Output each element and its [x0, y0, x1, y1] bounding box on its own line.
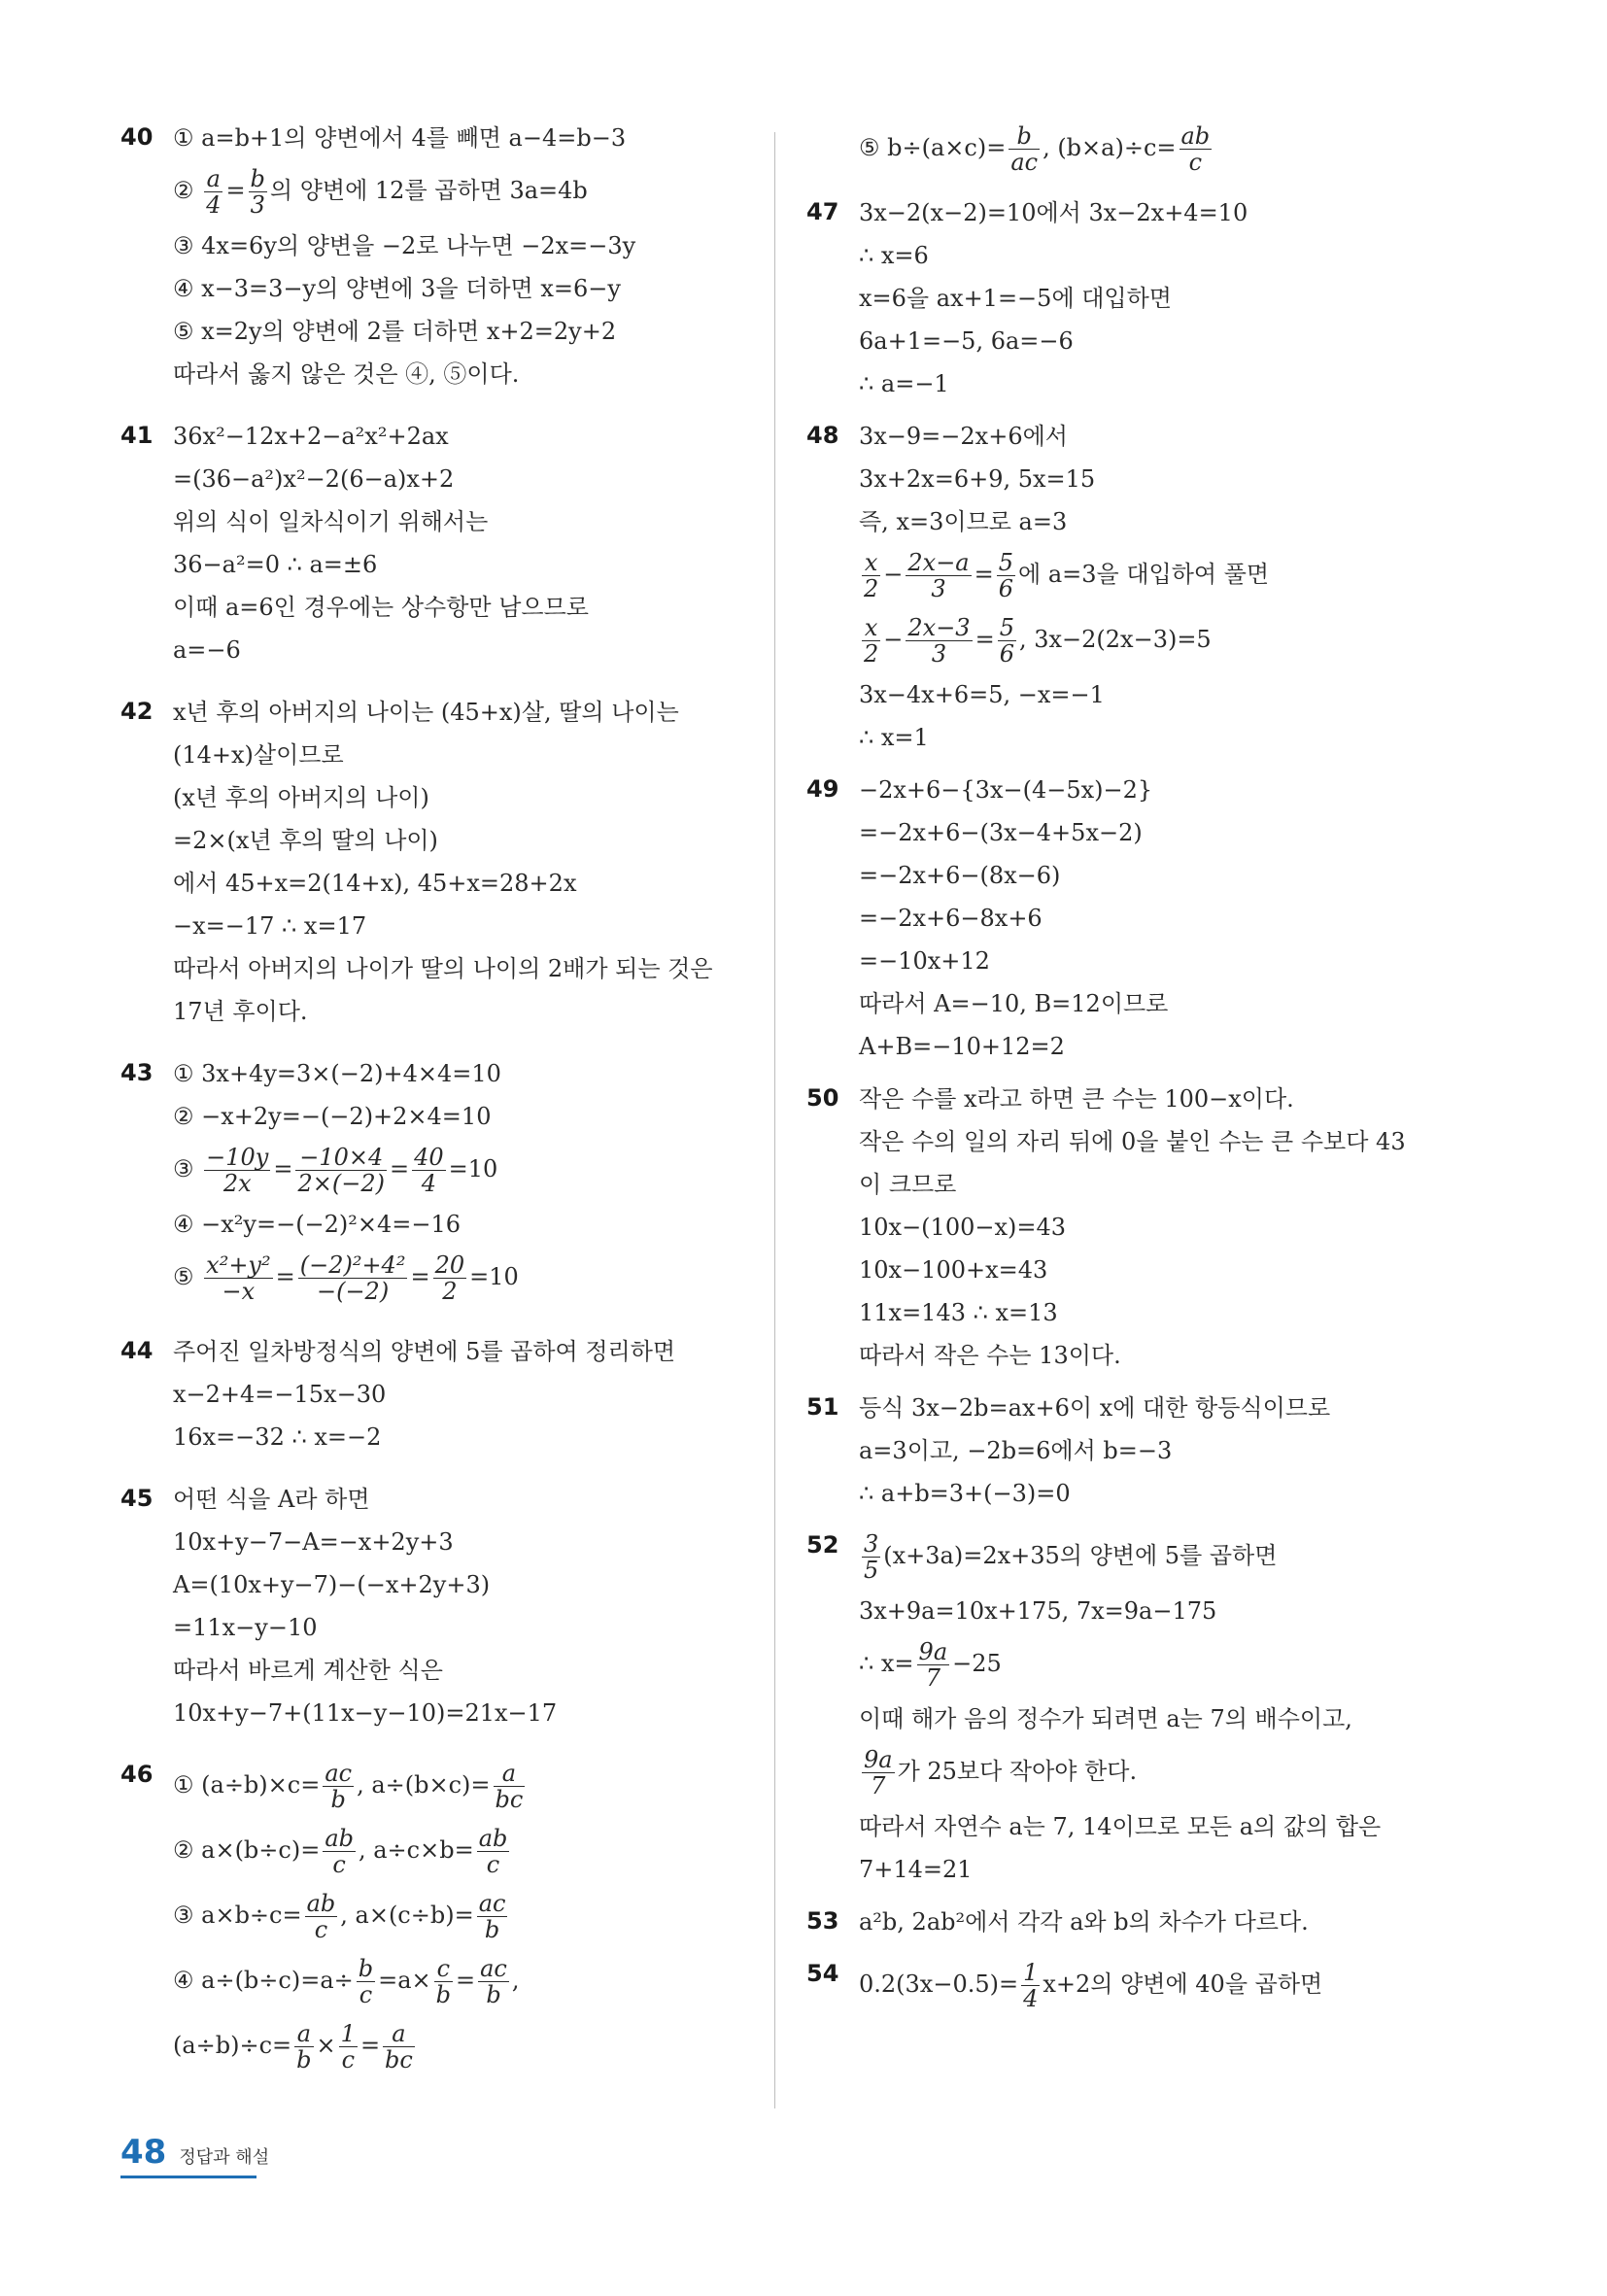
text-run: 0.2(3x−0.5)=	[859, 1970, 1019, 1998]
numerator: (−2)²+4²	[299, 1251, 406, 1279]
fraction	[204, 166, 222, 218]
denominator: c	[314, 1916, 328, 1943]
numerator: b	[250, 165, 265, 192]
fraction	[998, 615, 1016, 667]
solution-line: 6a+1=−5, 6a=−6	[859, 327, 1074, 355]
fraction	[862, 615, 880, 667]
text-run: =	[389, 1155, 410, 1182]
numerator: 2x−3	[907, 614, 971, 641]
solution-line	[859, 1740, 1467, 1805]
denominator: 7	[871, 1772, 886, 1799]
numerator: a	[494, 1761, 526, 1787]
text-run: =	[275, 1263, 295, 1290]
denominator: 4	[421, 1170, 436, 1197]
problem	[120, 415, 742, 671]
solution-line: a=−6	[173, 636, 241, 664]
text-run: ④ a÷(b÷c)=a÷	[173, 1967, 354, 1994]
fraction	[383, 2021, 415, 2073]
solution-line: 따라서 자연수 a는 7, 14이므로 모든 a의 값의 합은	[859, 1813, 1382, 1840]
solution-line: (14+x)살이므로	[173, 741, 344, 769]
solution-line: 10x−100+x=43	[859, 1256, 1048, 1284]
solution-line: 이때 해가 음의 정수가 되려면 a는 7의 배수이고,	[859, 1705, 1352, 1732]
solution-line: 3x+9a=10x+175, 7x=9a−175	[859, 1597, 1217, 1625]
solution-line: A+B=−10+12=2	[859, 1033, 1065, 1060]
solution-line: ④ x−3=3−y의 양변에 3을 더하면 x=6−y	[173, 275, 621, 302]
solution-line: 따라서 바르게 계산한 식은	[173, 1657, 443, 1684]
numerator: c	[434, 1956, 453, 1982]
denominator: 2×(−2)	[297, 1170, 385, 1197]
solution-line: ∴ x=6	[859, 242, 929, 269]
denominator: 2x	[222, 1170, 252, 1197]
numerator: x²+y²	[206, 1251, 271, 1279]
text-run: , 3x−2(2x−3)=5	[1018, 626, 1212, 653]
numerator: a	[204, 166, 222, 192]
problem	[120, 691, 742, 1033]
numerator: 2x−a	[907, 549, 970, 576]
fraction	[862, 1531, 880, 1583]
problem-number: 49	[806, 775, 839, 803]
solution-line: ∴ a+b=3+(−3)=0	[859, 1480, 1071, 1507]
solution-line: 10x+y−7+(11x−y−10)=21x−17	[173, 1699, 558, 1727]
solution-line	[173, 1884, 742, 1949]
solution-line: 따라서 옳지 않은 것은 ④, ⑤이다.	[173, 360, 520, 388]
fraction	[204, 1145, 270, 1196]
solution-line: 즉, x=3이므로 a=3	[859, 508, 1068, 535]
fraction	[477, 1826, 510, 1877]
solution-line: 이 크므로	[859, 1171, 957, 1198]
solution-line	[859, 543, 1467, 608]
solution-line: a=3이고, −2b=6에서 b=−3	[859, 1437, 1173, 1464]
fraction	[1009, 123, 1040, 175]
numerator: x	[862, 550, 880, 576]
solution-line: 36−a²=0 ∴ a=±6	[173, 551, 378, 578]
solution-line: 3x−4x+6=5, −x=−1	[859, 681, 1105, 708]
fraction	[997, 550, 1015, 601]
solution-line: =(36−a²)x²−2(6−a)x+2	[173, 465, 455, 493]
numerator: ab	[306, 1890, 336, 1917]
text-run: , (b×a)÷c=	[1043, 134, 1177, 161]
text-run: =	[456, 1967, 476, 1994]
solution-line: A=(10x+y−7)−(−x+2y+3)	[173, 1571, 491, 1598]
solution-line	[173, 1949, 742, 2014]
solution-line: ① a=b+1의 양변에서 4를 빼면 a−4=b−3	[173, 124, 627, 152]
problem	[806, 1901, 1467, 1943]
text-run: ③	[173, 1155, 202, 1182]
solution-line: ② −x+2y=−(−2)+2×4=10	[173, 1103, 492, 1130]
denominator: −(−2)	[316, 1278, 390, 1305]
solution-line: =11x−y−10	[173, 1614, 318, 1641]
text-run: 의 양변에 12를 곱하면 3a=4b	[269, 177, 588, 204]
solution-line: −x=−17 ∴ x=17	[173, 912, 367, 940]
solution-line: −2x+6−{3x−(4−5x)−2}	[859, 776, 1153, 804]
text-run: ∴ x=	[859, 1650, 914, 1677]
problem-number: 53	[806, 1907, 839, 1935]
solution-line: ① 3x+4y=3×(−2)+4×4=10	[173, 1060, 501, 1087]
solution-line: =−2x+6−(8x−6)	[859, 862, 1061, 889]
fraction	[1180, 123, 1213, 175]
text-run: −25	[952, 1650, 1002, 1677]
denominator: c	[359, 1981, 373, 2008]
problem	[806, 191, 1467, 405]
solution-line: ⑤ x=2y의 양변에 2를 더하면 x+2=2y+2	[173, 318, 617, 345]
solution-line: =−2x+6−8x+6	[859, 905, 1043, 932]
numerator: 9a	[918, 1638, 948, 1665]
solution-line	[859, 117, 1467, 182]
denominator: 2	[442, 1278, 458, 1305]
solution-line: x년 후의 아버지의 나이는 (45+x)살, 딸의 나이는	[173, 699, 679, 726]
denominator: 3	[931, 575, 946, 602]
solution-line	[173, 159, 742, 224]
denominator: 4	[1023, 1985, 1039, 2012]
text-run: (x+3a)=2x+35의 양변에 5를 곱하면	[883, 1542, 1278, 1569]
text-run: =10	[469, 1263, 519, 1290]
text-run: =a×	[378, 1967, 431, 1994]
denominator: b	[486, 1981, 501, 2008]
problem-number: 46	[120, 1761, 154, 1788]
fraction	[862, 550, 880, 601]
solution-line: ∴ a=−1	[859, 370, 949, 397]
denominator: b	[435, 1981, 452, 2008]
fraction	[323, 1761, 354, 1812]
solution-line: x=6을 ax+1=−5에 대입하면	[859, 285, 1172, 312]
denominator: c	[1188, 149, 1203, 176]
text-run: ②	[173, 177, 202, 204]
solution-line	[859, 1632, 1467, 1697]
problem	[806, 415, 1467, 759]
denominator: b	[484, 1916, 500, 1943]
solution-line: 3x+2x=6+9, 5x=15	[859, 465, 1096, 493]
solution-line: =2×(x년 후의 딸의 나이)	[173, 827, 438, 854]
solution-line: 등식 3x−2b=ax+6이 x에 대한 항등식이므로	[859, 1394, 1331, 1422]
numerator: ab	[325, 1825, 354, 1852]
page-footer	[120, 2133, 269, 2172]
solution-line: 10x+y−7−A=−x+2y+3	[173, 1528, 454, 1556]
fraction	[478, 1956, 509, 2007]
text-run: =	[225, 177, 246, 204]
numerator: 1	[1023, 1959, 1039, 1986]
problem-number: 54	[806, 1960, 839, 1987]
denominator: b	[296, 2046, 312, 2073]
fraction	[249, 166, 267, 218]
text-run: ③ a×b÷c=	[173, 1902, 302, 1929]
solution-line: ∴ x=1	[859, 724, 929, 751]
denominator: bc	[385, 2046, 413, 2073]
text-run: =10	[448, 1155, 498, 1182]
solution-line: 작은 수의 일의 자리 뒤에 0을 붙인 수는 큰 수보다 43	[859, 1128, 1406, 1155]
solution-line: ④ −x²y=−(−2)²×4=−16	[173, 1211, 462, 1238]
solution-line	[173, 1819, 742, 1884]
numerator: b	[358, 1955, 374, 1982]
denominator: 3	[931, 640, 947, 668]
solution-line	[173, 1754, 742, 1819]
fraction	[295, 1145, 386, 1196]
problem-number: 43	[120, 1059, 154, 1086]
solution-line: 36x²−12x+2−a²x²+2ax	[173, 423, 449, 450]
fraction	[294, 2021, 313, 2073]
text-run: (a÷b)÷c=	[173, 2032, 292, 2059]
solution-line: 11x=143 ∴ x=13	[859, 1299, 1058, 1326]
numerator: a	[383, 2021, 415, 2047]
denominator: bc	[495, 1786, 524, 1813]
page-number: 48	[120, 2133, 167, 2172]
fraction	[298, 1252, 408, 1304]
solution-line	[859, 1525, 1467, 1590]
numerator: 5	[999, 614, 1014, 641]
solution-line: 주어진 일차방정식의 양변에 5를 곱하여 정리하면	[173, 1338, 676, 1365]
solution-line: 따라서 A=−10, B=12이므로	[859, 990, 1169, 1017]
text-run: =	[974, 561, 994, 588]
denominator: b	[330, 1786, 346, 1813]
solution-line: 16x=−32 ∴ x=−2	[173, 1423, 382, 1451]
problem	[806, 1387, 1467, 1515]
text-run: ,	[511, 1967, 520, 1994]
text-run: =	[359, 2032, 381, 2059]
fraction	[434, 1956, 453, 2007]
numerator: 9a	[864, 1746, 893, 1773]
problem-number: 51	[806, 1393, 839, 1421]
numerator: 3	[864, 1530, 879, 1558]
problem-number: 45	[120, 1485, 154, 1512]
problem-number: 44	[120, 1337, 154, 1364]
footer-rule	[120, 2176, 256, 2178]
problem-number: 42	[120, 698, 154, 725]
right-column	[806, 117, 1467, 2018]
solution-line: 17년 후이다.	[173, 998, 308, 1025]
text-run: ② a×(b÷c)=	[173, 1836, 321, 1864]
solution-line: 7+14=21	[859, 1856, 973, 1883]
problem-number: 52	[806, 1531, 839, 1559]
text-run: , a÷c×b=	[358, 1836, 474, 1864]
denominator: 7	[925, 1664, 940, 1692]
numerator: b	[1009, 123, 1040, 150]
text-run: 에 a=3을 대입하여 풀면	[1018, 561, 1270, 588]
problem	[120, 1754, 742, 2079]
fraction	[917, 1639, 950, 1691]
numerator: ac	[325, 1760, 353, 1787]
denominator: ac	[1010, 149, 1039, 176]
denominator: c	[332, 1851, 346, 1878]
problem-number: 40	[120, 123, 154, 151]
text-run: ① (a÷b)×c=	[173, 1771, 321, 1799]
fraction	[906, 550, 971, 601]
numerator: ac	[478, 1890, 506, 1917]
column-divider	[774, 132, 775, 2108]
denominator: 6	[998, 575, 1014, 602]
problem	[806, 1525, 1467, 1891]
fraction	[433, 1252, 467, 1304]
text-run: −	[883, 561, 904, 588]
problem	[120, 117, 742, 395]
solution-line: x−2+4=−15x−30	[173, 1381, 387, 1408]
text-run: , a×(c÷b)=	[340, 1902, 474, 1929]
solution-line: =−2x+6−(3x−4+5x−2)	[859, 819, 1143, 846]
fraction	[412, 1145, 446, 1196]
solution-line	[173, 1138, 742, 1203]
solution-line: 10x−(100−x)=43	[859, 1214, 1067, 1241]
denominator: −x	[222, 1278, 256, 1305]
numerator: 40	[414, 1144, 444, 1171]
solution-line: 작은 수를 x라고 하면 큰 수는 100−x이다.	[859, 1085, 1294, 1113]
problem-number: 47	[806, 198, 839, 225]
solution-line: =−10x+12	[859, 947, 990, 975]
denominator: 2	[864, 575, 879, 602]
solution-line: 3x−2(x−2)=10에서 3x−2x+4=10	[859, 199, 1248, 226]
problem	[806, 1078, 1467, 1377]
fraction	[305, 1891, 338, 1942]
text-run: =	[974, 626, 995, 653]
footer-label: 정답과 해설	[179, 2147, 270, 2168]
solution-line	[859, 1953, 1467, 2018]
problem-number: 41	[120, 422, 154, 449]
text-run: =	[273, 1155, 293, 1182]
solution-line: 어떤 식을 A라 하면	[173, 1486, 370, 1513]
problem	[806, 117, 1467, 182]
numerator: 20	[434, 1251, 465, 1279]
text-run: =	[410, 1263, 430, 1290]
fraction	[323, 1826, 356, 1877]
text-run: 가 25보다 작아야 한다.	[897, 1758, 1138, 1785]
text-run: ×	[316, 2032, 336, 2059]
numerator: ab	[1180, 122, 1211, 150]
numerator: −10y	[206, 1144, 269, 1171]
numerator: −10×4	[295, 1145, 386, 1171]
denominator: c	[341, 2046, 356, 2073]
problem	[120, 1478, 742, 1734]
numerator: 5	[998, 549, 1014, 576]
left-column	[120, 117, 742, 2079]
solution-line	[859, 608, 1467, 673]
fraction	[494, 1761, 526, 1812]
fraction	[204, 1252, 272, 1304]
denominator: 3	[250, 191, 265, 219]
fraction	[339, 2021, 358, 2073]
solution-line	[173, 1246, 742, 1311]
fraction	[862, 1747, 895, 1799]
problem	[806, 1953, 1467, 2018]
fraction	[357, 1956, 375, 2007]
text-run: ⑤ b÷(a×c)=	[859, 134, 1007, 161]
numerator: a	[294, 2021, 313, 2047]
fraction	[477, 1891, 508, 1942]
solution-line: 에서 45+x=2(14+x), 45+x=28+2x	[173, 870, 577, 897]
text-run: , a÷(b×c)=	[357, 1771, 491, 1799]
text-run: x+2의 양변에 40을 곱하면	[1043, 1970, 1323, 1998]
denominator: 2	[864, 640, 879, 668]
denominator: c	[486, 1851, 500, 1878]
text-run: −	[883, 626, 904, 653]
solution-line: 따라서 작은 수는 13이다.	[859, 1342, 1121, 1369]
solution-line: 위의 식이 일차식이기 위해서는	[173, 508, 489, 535]
problem	[806, 769, 1467, 1068]
numerator: ab	[478, 1825, 508, 1852]
solution-line: (x년 후의 아버지의 나이)	[173, 784, 429, 811]
solution-line: 3x−9=−2x+6에서	[859, 423, 1068, 450]
denominator: 5	[864, 1557, 879, 1584]
problem-number: 48	[806, 422, 839, 449]
solution-line: a²b, 2ab²에서 각각 a와 b의 차수가 다르다.	[859, 1908, 1309, 1936]
numerator: 1	[340, 2020, 356, 2047]
solution-line: 따라서 아버지의 나이가 딸의 나이의 2배가 되는 것은	[173, 955, 713, 982]
denominator: 6	[999, 640, 1014, 668]
numerator: ac	[480, 1955, 507, 1982]
text-run: ⑤	[173, 1263, 202, 1290]
solution-line: 이때 a=6인 경우에는 상수항만 남으므로	[173, 594, 589, 621]
fraction	[906, 615, 972, 667]
numerator: x	[862, 615, 880, 641]
problem	[120, 1052, 742, 1311]
solution-line	[173, 2014, 742, 2079]
denominator: 4	[206, 191, 222, 219]
fraction	[1021, 1960, 1040, 2011]
solution-line: ③ 4x=6y의 양변을 −2로 나누면 −2x=−3y	[173, 232, 636, 259]
problem-number: 50	[806, 1084, 839, 1112]
problem	[120, 1330, 742, 1458]
